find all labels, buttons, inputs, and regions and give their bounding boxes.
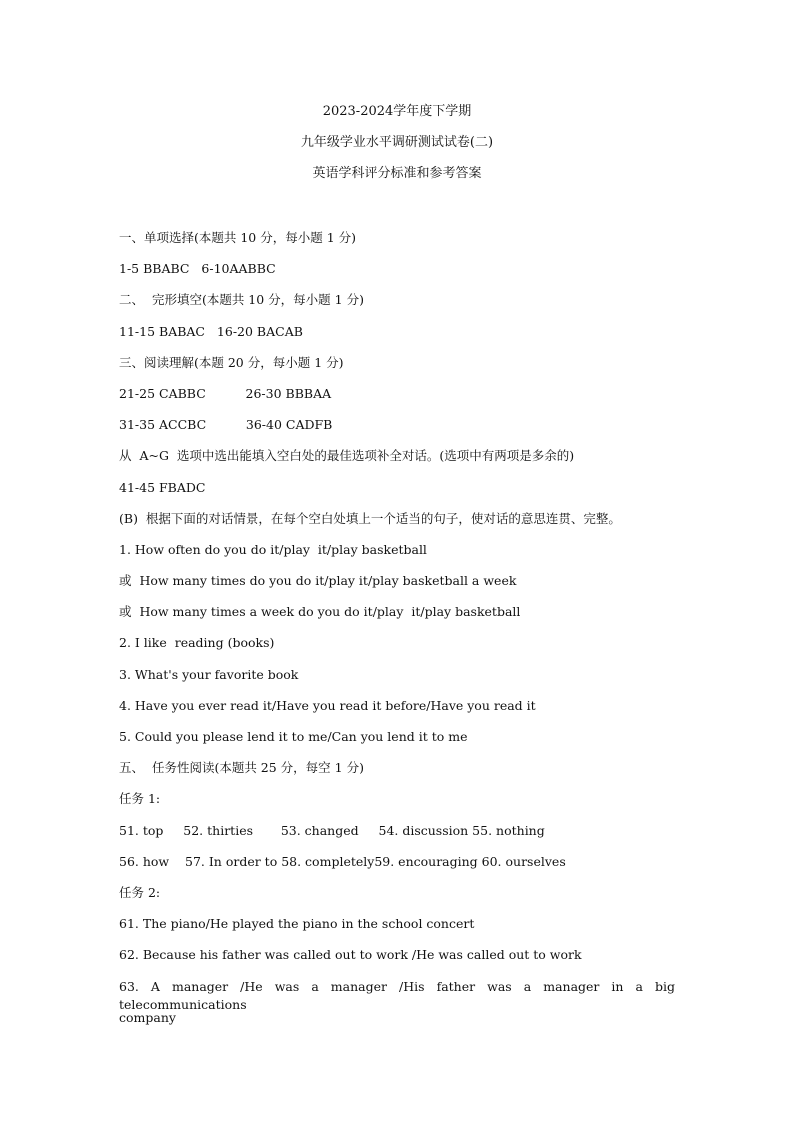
task-2-label: 任务 2: [119, 884, 161, 900]
document-header [0, 103, 794, 196]
answer-line-56-60: 56. how 57. In order to 58. completely59. encouraging 60. ourselves [119, 853, 566, 869]
answer-line-31-40: 31-35 ACCBC 36-40 CADFB [119, 417, 333, 433]
answer-b-1-alt-1: 或 How many times do you do it/play it/play basketball a week [119, 573, 517, 589]
answer-line-1-10: 1-5 BBABC 6-10AABBC [119, 261, 276, 277]
section-heading-task-reading: 五、 任务性阅读(本题共 25 分，每空 1 分) [119, 760, 364, 776]
header-exam-title: 九年级学业水平调研测试试卷(二) [300, 135, 494, 150]
section-heading-single-choice: 一、单项选择(本题共 10 分，每小题 1 分) [119, 230, 357, 245]
task-1-label: 任务 1: [119, 791, 161, 807]
answer-b-3: 3. What's your favorite book [119, 666, 299, 682]
answer-b-1: 1. How often do you do it/play it/play basketball [119, 541, 427, 557]
answer-b-1-alt-2: 或 How many times a week do you do it/play it/play basketball [119, 604, 521, 620]
header-school-year: 2023-2024学年度下学期 [322, 104, 472, 119]
answer-line-41-45: 41-45 FBADC [119, 479, 206, 495]
answer-b-4: 4. Have you ever read it/Have you read it before/Have you read it [119, 697, 536, 713]
answer-63: 63. A manager /He was a manager /His father was a manager in a big telecommunications [119, 978, 675, 1012]
answer-61: 61. The piano/He played the piano in the school concert [119, 916, 475, 932]
answer-63-continued: company [119, 1009, 176, 1025]
answer-b-2: 2. I like reading (books) [119, 635, 275, 651]
answer-key-body [119, 229, 675, 1040]
instruction-dialogue-a: 从 A~G 选项中选出能填入空白处的最佳选项补全对话。(选项中有两项是多余的) [119, 448, 575, 464]
answer-b-5: 5. Could you please lend it to me/Can you lend it to me [119, 729, 468, 744]
header-subject-title: 英语学科评分标准和参考答案 [312, 166, 482, 181]
answer-line-21-30: 21-25 CABBC 26-30 BBBAA [119, 385, 332, 401]
answer-line-11-20: 11-15 BABAC 16-20 BACAB [119, 323, 303, 339]
section-heading-reading: 三、阅读理解(本题 20 分，每小题 1 分) [119, 354, 344, 370]
instruction-dialogue-b: (B) 根据下面的对话情景，在每个空白处填上一个适当的句子，使对话的意思连贯、完整。 [119, 510, 621, 526]
answer-62: 62. Because his father was called out to work /He was called out to work [119, 947, 582, 963]
section-heading-cloze: 二、 完形填空(本题共 10 分，每小题 1 分) [119, 292, 364, 308]
answer-line-51-55: 51. top 52. thirties 53. changed 54. discussion 55. nothing [119, 822, 545, 838]
